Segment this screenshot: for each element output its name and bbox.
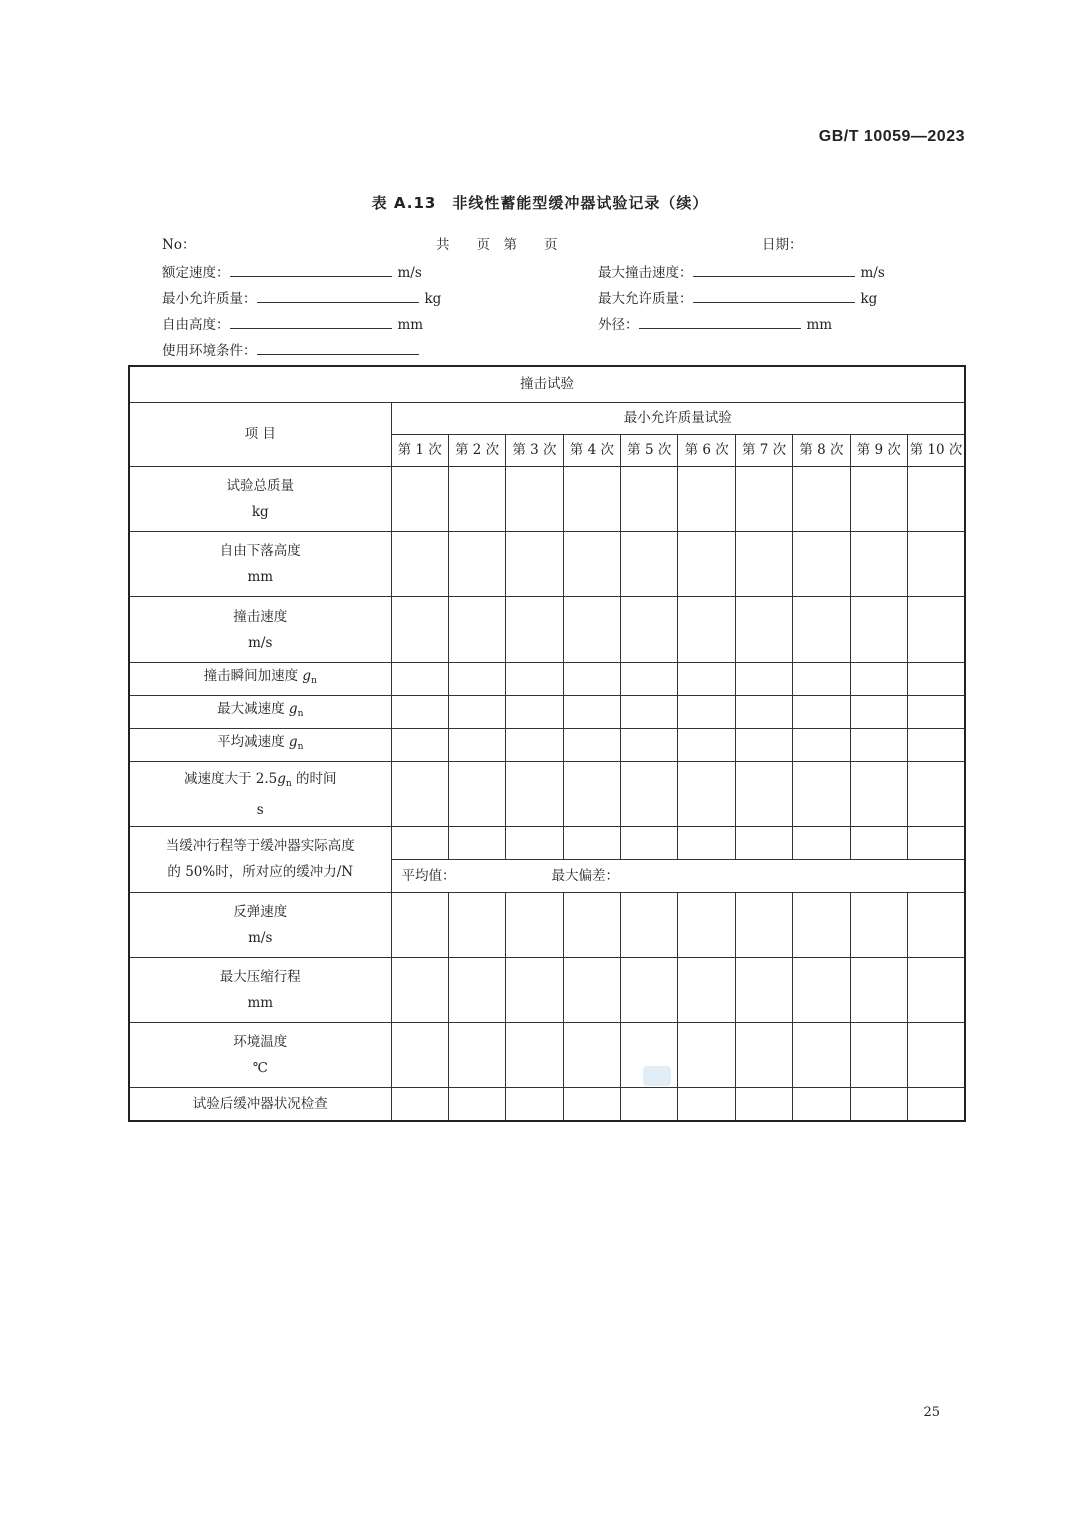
row-rebound-speed	[129, 892, 965, 957]
entry-cell[interactable]	[678, 762, 735, 827]
entry-cell[interactable]	[506, 1023, 563, 1088]
entry-cell[interactable]	[391, 532, 448, 597]
entry-cell[interactable]	[850, 762, 907, 827]
avg-label: 平均值：	[401, 867, 456, 884]
entry-cell[interactable]	[391, 1023, 448, 1088]
entry-cell[interactable]	[678, 1088, 735, 1121]
row-label: 撞击速度 m/s	[129, 597, 391, 662]
entry-cell[interactable]	[850, 957, 907, 1022]
row-label: 平均减速度 $g_n$	[129, 728, 391, 761]
entry-cell[interactable]	[850, 597, 907, 662]
entry-cell[interactable]	[793, 466, 850, 531]
pages-label: 共 页 第 页	[436, 237, 558, 253]
entry-cell[interactable]	[391, 728, 448, 761]
entry-cell[interactable]	[448, 892, 505, 957]
min-mass-blank[interactable]	[257, 288, 419, 303]
row-avg-decel	[129, 728, 965, 761]
entry-cell[interactable]	[793, 957, 850, 1022]
entry-cell[interactable]	[448, 1023, 505, 1088]
entry-cell[interactable]	[850, 662, 907, 695]
free-height-blank[interactable]	[230, 314, 392, 329]
entry-cell[interactable]	[678, 728, 735, 761]
entry-cell[interactable]	[735, 662, 792, 695]
entry-cell[interactable]	[735, 695, 792, 728]
entry-cell[interactable]	[506, 532, 563, 597]
row-label: 反弹速度 m/s	[129, 892, 391, 957]
standard-code: GB/T 10059—2023	[818, 128, 965, 145]
entry-cell[interactable]	[448, 695, 505, 728]
entry-cell[interactable]	[506, 827, 563, 860]
watermark-logo	[643, 1066, 671, 1086]
entry-cell[interactable]	[506, 892, 563, 957]
entry-cell[interactable]	[563, 827, 620, 860]
max-mass-label: 最大允许质量：	[598, 291, 693, 307]
entry-cell[interactable]	[678, 597, 735, 662]
entry-cell[interactable]	[850, 532, 907, 597]
entry-cell[interactable]	[793, 662, 850, 695]
env-conditions-field	[162, 340, 419, 360]
entry-cell[interactable]	[735, 1023, 792, 1088]
entry-cell[interactable]	[506, 728, 563, 761]
row-max-stroke	[129, 957, 965, 1022]
row-buffer-force	[129, 827, 965, 860]
entry-cell[interactable]	[735, 762, 792, 827]
entry-cell[interactable]	[563, 662, 620, 695]
row-instant-accel	[129, 662, 965, 695]
outer-diameter-unit: mm	[806, 317, 833, 333]
entry-cell[interactable]	[850, 728, 907, 761]
entry-cell[interactable]	[850, 1088, 907, 1121]
entry-cell[interactable]	[793, 728, 850, 761]
trial-column-header: 第 10 次	[908, 434, 965, 466]
outer-diameter-field	[598, 314, 832, 334]
entry-cell[interactable]	[908, 695, 965, 728]
entry-cell[interactable]	[391, 762, 448, 827]
entry-cell[interactable]	[621, 827, 678, 860]
entry-cell[interactable]	[621, 1088, 678, 1121]
outer-diameter-blank[interactable]	[639, 314, 801, 329]
rated-speed-unit: m/s	[397, 265, 422, 281]
entry-cell[interactable]	[391, 957, 448, 1022]
entry-cell[interactable]	[678, 662, 735, 695]
entry-cell[interactable]	[563, 1023, 620, 1088]
entry-cell[interactable]	[391, 466, 448, 531]
entry-cell[interactable]	[735, 466, 792, 531]
entry-cell[interactable]	[563, 597, 620, 662]
entry-cell[interactable]	[563, 1088, 620, 1121]
entry-cell[interactable]	[850, 1023, 907, 1088]
min-mass-label: 最小允许质量：	[162, 291, 257, 307]
row-env-temp	[129, 1023, 965, 1088]
entry-cell[interactable]	[506, 597, 563, 662]
group-header: 最小允许质量试验	[391, 402, 965, 434]
entry-cell[interactable]	[908, 532, 965, 597]
table-title: 表 A.13 非线性蓄能型缓冲器试验记录（续）	[371, 194, 709, 212]
entry-cell[interactable]	[563, 695, 620, 728]
entry-cell[interactable]	[735, 597, 792, 662]
row-decel-time	[129, 762, 965, 827]
trial-column-header: 第 4 次	[563, 434, 620, 466]
entry-cell[interactable]	[908, 662, 965, 695]
entry-cell[interactable]	[850, 827, 907, 860]
entry-cell[interactable]	[448, 827, 505, 860]
entry-cell[interactable]	[908, 597, 965, 662]
entry-cell[interactable]	[621, 466, 678, 531]
entry-cell[interactable]	[563, 892, 620, 957]
entry-cell[interactable]	[448, 662, 505, 695]
entry-cell[interactable]	[506, 466, 563, 531]
entry-cell[interactable]	[678, 1023, 735, 1088]
entry-cell[interactable]	[793, 762, 850, 827]
entry-cell[interactable]	[506, 957, 563, 1022]
section-header: 撞击试验	[129, 366, 965, 402]
max-dev-label: 最大偏差：	[551, 867, 619, 884]
entry-cell[interactable]	[908, 827, 965, 860]
record-table	[128, 365, 966, 1122]
entry-cell[interactable]	[850, 695, 907, 728]
max-impact-speed-field	[598, 262, 885, 282]
entry-cell[interactable]	[448, 1088, 505, 1121]
max-mass-unit: kg	[860, 291, 878, 307]
entry-cell[interactable]	[735, 1088, 792, 1121]
entry-cell[interactable]	[621, 695, 678, 728]
free-height-field	[162, 314, 423, 334]
entry-cell[interactable]	[621, 728, 678, 761]
entry-cell[interactable]	[391, 597, 448, 662]
max-mass-blank[interactable]	[693, 288, 855, 303]
entry-cell[interactable]	[563, 762, 620, 827]
entry-cell[interactable]	[908, 957, 965, 1022]
row-total-mass	[129, 466, 965, 531]
trial-column-header: 第 6 次	[678, 434, 735, 466]
free-height-unit: mm	[397, 317, 424, 333]
row-label: 试验后缓冲器状况检查	[129, 1088, 391, 1121]
max-impact-speed-blank[interactable]	[693, 262, 855, 277]
entry-cell[interactable]	[448, 728, 505, 761]
entry-cell[interactable]	[621, 662, 678, 695]
entry-cell[interactable]	[391, 827, 448, 860]
entry-cell[interactable]	[793, 1088, 850, 1121]
entry-cell[interactable]	[448, 532, 505, 597]
row-label: 最大压缩行程 mm	[129, 957, 391, 1022]
entry-cell[interactable]	[735, 728, 792, 761]
min-mass-field	[162, 288, 441, 308]
row-drop-height	[129, 532, 965, 597]
row-label: 试验总质量 kg	[129, 466, 391, 531]
entry-cell[interactable]	[506, 762, 563, 827]
entry-cell[interactable]	[506, 1088, 563, 1121]
row-label: 最大减速度 $g_n$	[129, 695, 391, 728]
max-impact-speed-unit: m/s	[860, 265, 885, 281]
row-post-check	[129, 1088, 965, 1121]
entry-cell[interactable]	[621, 532, 678, 597]
trial-column-header: 第 9 次	[850, 434, 907, 466]
entry-cell[interactable]	[506, 662, 563, 695]
entry-cell[interactable]	[563, 466, 620, 531]
entry-cell[interactable]	[621, 597, 678, 662]
entry-cell[interactable]	[908, 762, 965, 827]
rated-speed-blank[interactable]	[230, 262, 392, 277]
entry-cell[interactable]	[448, 466, 505, 531]
entry-cell[interactable]	[678, 466, 735, 531]
entry-cell[interactable]	[678, 892, 735, 957]
trial-column-header: 第 7 次	[735, 434, 792, 466]
entry-cell[interactable]	[563, 957, 620, 1022]
date-label: 日期：	[762, 237, 803, 253]
entry-cell[interactable]	[391, 1088, 448, 1121]
entry-cell[interactable]	[735, 892, 792, 957]
avg-maxdev-cell[interactable]	[391, 860, 965, 892]
entry-cell[interactable]	[793, 827, 850, 860]
env-conditions-label: 使用环境条件：	[162, 343, 257, 359]
entry-cell[interactable]	[908, 1023, 965, 1088]
entry-cell[interactable]	[793, 892, 850, 957]
trial-column-header: 第 8 次	[793, 434, 850, 466]
row-label: 环境温度 ℃	[129, 1023, 391, 1088]
row-impact-speed	[129, 597, 965, 662]
rated-speed-field	[162, 262, 422, 282]
entry-cell[interactable]	[793, 695, 850, 728]
entry-cell[interactable]	[448, 957, 505, 1022]
outer-diameter-label: 外径：	[598, 317, 639, 333]
entry-cell[interactable]	[793, 532, 850, 597]
row-label: 自由下落高度 mm	[129, 532, 391, 597]
entry-cell[interactable]	[678, 827, 735, 860]
entry-cell[interactable]	[391, 695, 448, 728]
row-label: 减速度大于 $2.5g_n$ 的时间 s	[129, 762, 391, 827]
entry-cell[interactable]	[735, 957, 792, 1022]
entry-cell[interactable]	[506, 695, 563, 728]
trial-column-header: 第 5 次	[621, 434, 678, 466]
entry-cell[interactable]	[735, 532, 792, 597]
entry-cell[interactable]	[908, 466, 965, 531]
entry-cell[interactable]	[678, 532, 735, 597]
entry-cell[interactable]	[621, 762, 678, 827]
entry-cell[interactable]	[391, 892, 448, 957]
row-label: 撞击瞬间加速度 $g_n$	[129, 662, 391, 695]
row-max-decel	[129, 695, 965, 728]
free-height-label: 自由高度：	[162, 317, 230, 333]
trial-column-header: 第 1 次	[391, 434, 448, 466]
page-number: 25	[923, 1405, 940, 1420]
rated-speed-label: 额定速度：	[162, 265, 230, 281]
entry-cell[interactable]	[621, 957, 678, 1022]
row-label: 当缓冲行程等于缓冲器实际高度 的 50%时，所对应的缓冲力/N	[129, 827, 391, 892]
trial-column-header: 第 3 次	[506, 434, 563, 466]
trial-column-header: 第 2 次	[448, 434, 505, 466]
entry-cell[interactable]	[678, 695, 735, 728]
min-mass-unit: kg	[424, 291, 442, 307]
entry-cell[interactable]	[908, 1088, 965, 1121]
entry-cell[interactable]	[448, 762, 505, 827]
entry-cell[interactable]	[678, 957, 735, 1022]
entry-cell[interactable]	[563, 728, 620, 761]
item-header: 项 目	[129, 402, 391, 466]
entry-cell[interactable]	[621, 892, 678, 957]
max-mass-field	[598, 288, 877, 308]
entry-cell[interactable]	[908, 892, 965, 957]
entry-cell[interactable]	[735, 827, 792, 860]
no-label: No：	[162, 237, 196, 253]
entry-cell[interactable]	[793, 597, 850, 662]
entry-cell[interactable]	[448, 597, 505, 662]
entry-cell[interactable]	[850, 466, 907, 531]
entry-cell[interactable]	[793, 1023, 850, 1088]
entry-cell[interactable]	[908, 728, 965, 761]
entry-cell[interactable]	[563, 532, 620, 597]
max-impact-speed-label: 最大撞击速度：	[598, 265, 693, 281]
entry-cell[interactable]	[391, 662, 448, 695]
entry-cell[interactable]	[850, 892, 907, 957]
env-conditions-blank[interactable]	[257, 340, 419, 355]
